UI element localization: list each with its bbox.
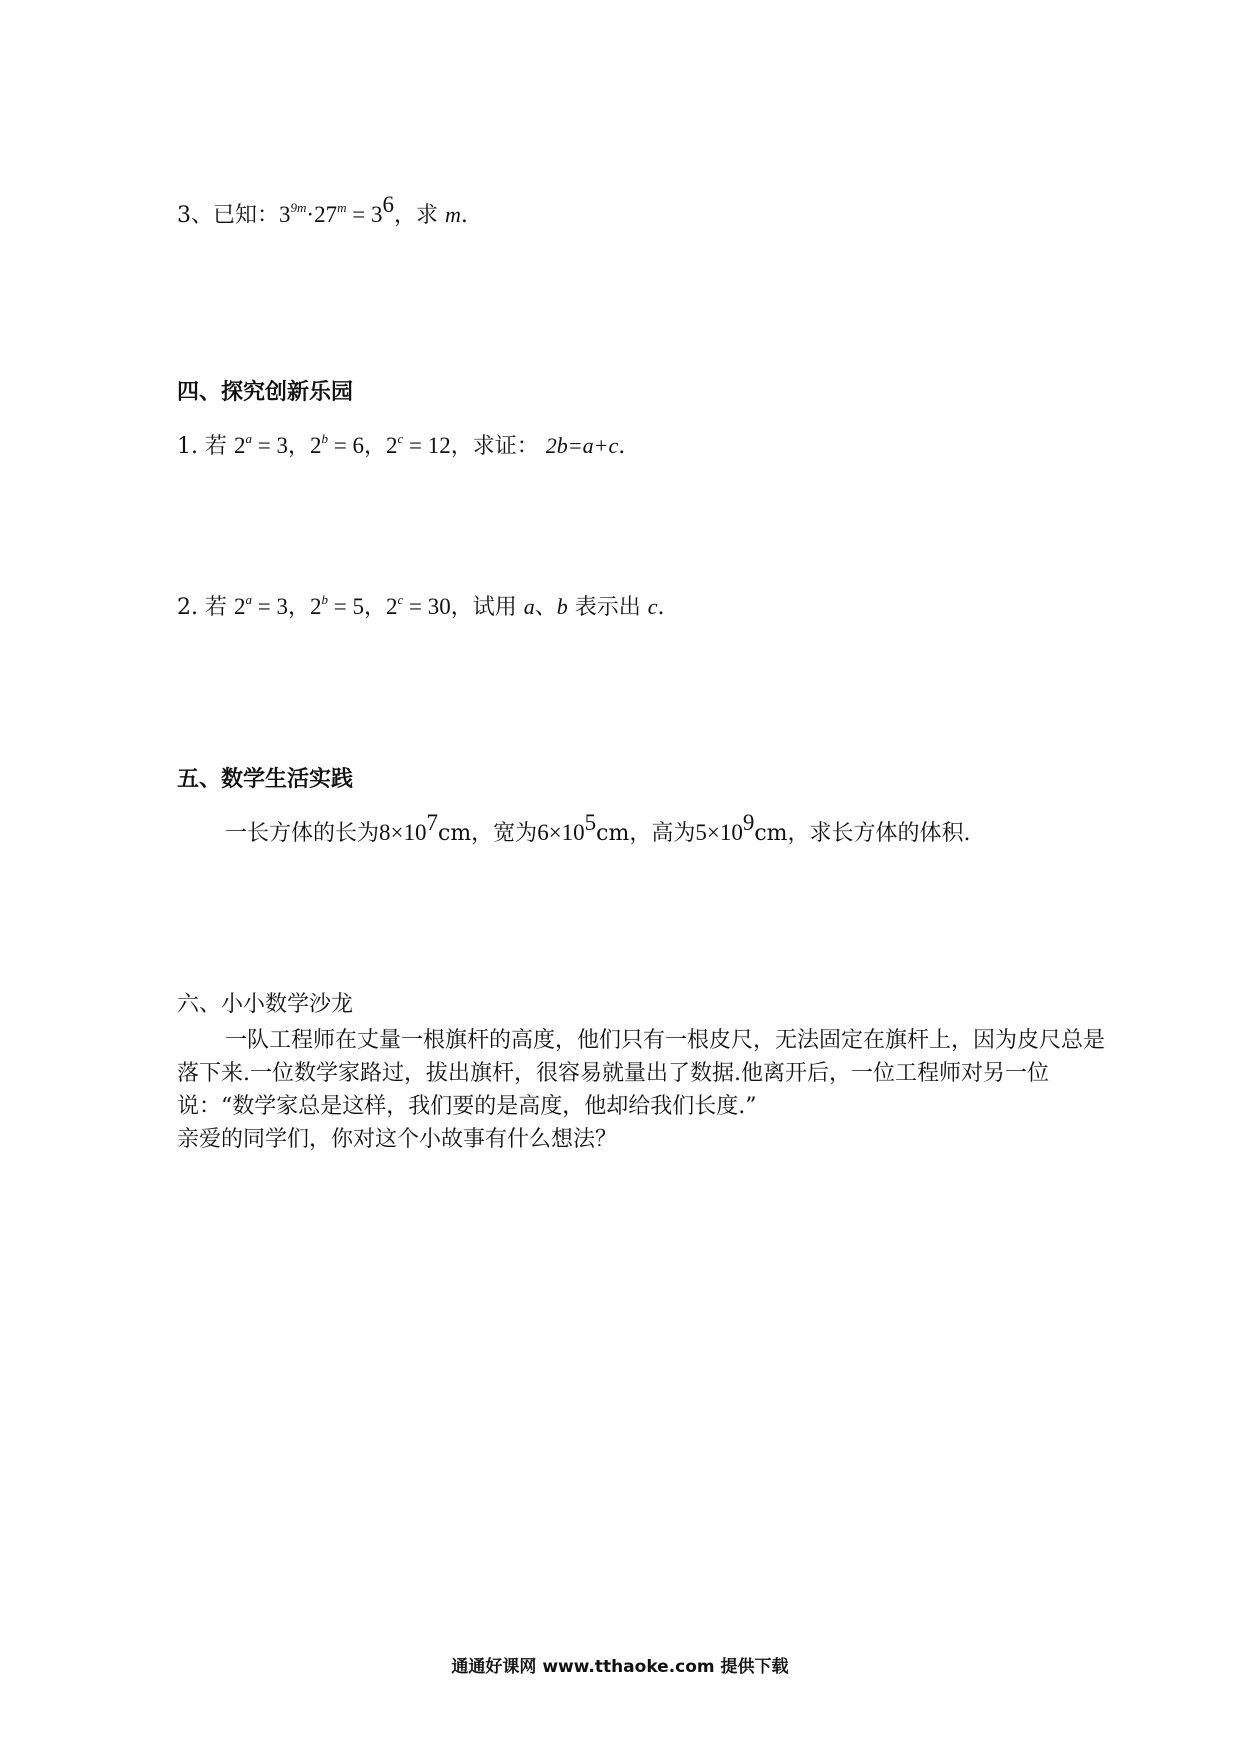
problem-3: 3、已知：$3^{9m}\cdot 27^m = 3^6$，求 m. [177, 192, 468, 228]
section-5-heading: 五、数学生活实践 [177, 767, 354, 792]
page-footer: 通通好课网 www.tthaoke.com 提供下载 [451, 1657, 789, 1677]
section-4-problem-1: 1. 若 $2^a = 3$，$2^b = 6$，$2^c = 12$，求证： 2b=a+c. [177, 431, 626, 459]
section-4-heading: 四、探究创新乐园 [177, 380, 354, 405]
section-5-problem: 一长方体的长为$8\times 10^7cm$，宽为$6\times 10^5cm$，高为$5\times 10^9cm$，求长方体的体积. [225, 810, 971, 846]
section-6-story: 一队工程师在丈量一根旗杆的高度，他们只有一根皮尺，无法固定在旗杆上，因为皮尺总是落下来.一位数学家路过，拔出旗杆，很容易就量出了数据.他离开后，一位工程师对另一位说：“数学家总是这样，我们要的是高度，他却给我们长度.” [177, 1028, 1106, 1119]
section-6-heading: 六、小小数学沙龙 [177, 992, 354, 1017]
section-6-question: 亲爱的同学们，你对这个小故事有什么想法？ [177, 1127, 618, 1152]
section-4-problem-2: 2. 若 $2^a = 3$，$2^b = 5$，$2^c = 30$，试用 a、b 表示出 c. [177, 592, 665, 620]
